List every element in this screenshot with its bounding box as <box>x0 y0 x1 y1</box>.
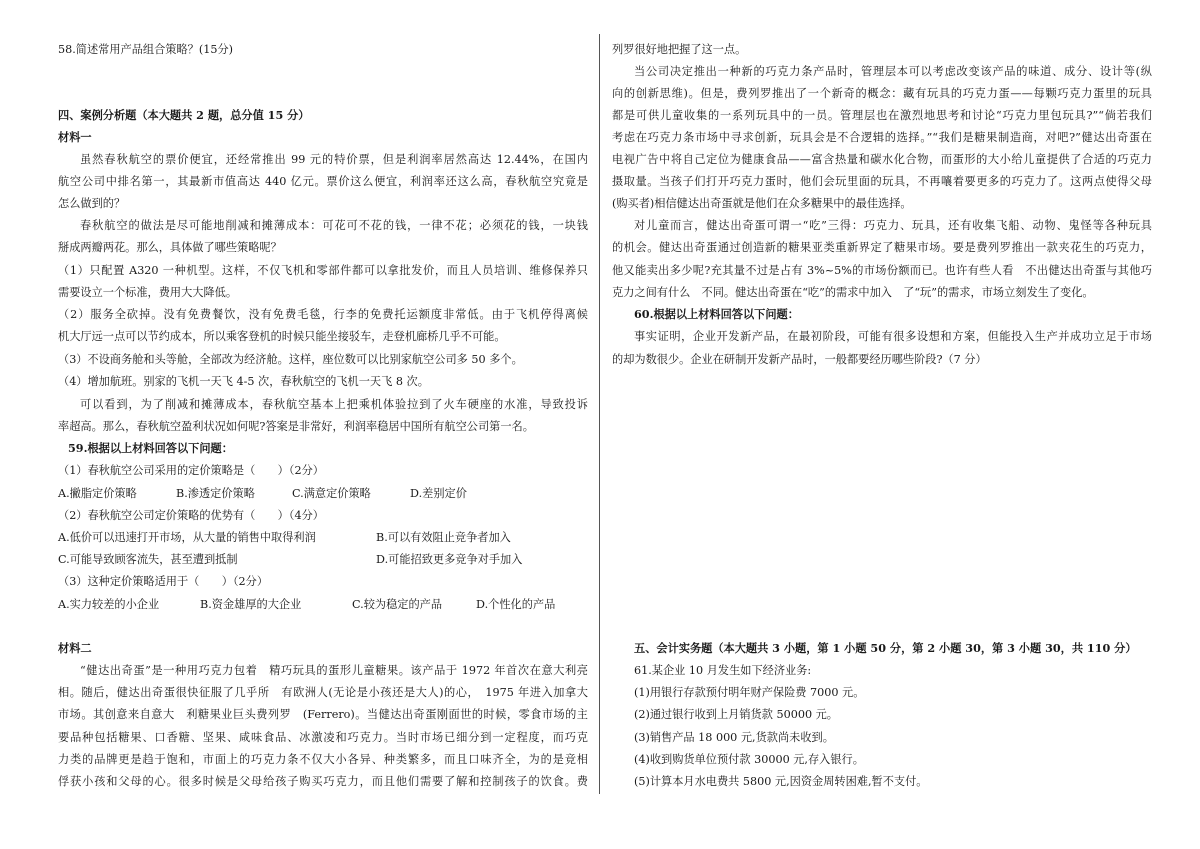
paragraph-line: 率超高。那么，春秋航空盈利状况如何呢?答案是非常好，利润率稳居中国所有航空公司第一名。 <box>58 420 534 433</box>
list-item: (4)收到购货单位预付款 30000 元,存入银行。 <box>634 753 864 766</box>
paragraph-line: 俘获小孩和父母的心。很多时候是父母给孩子购买巧克力，而且他们需要了解和控制孩子的饮食。费 <box>58 775 588 788</box>
list-item: （1）只配置 A320 一种机型。这样，不仅飞机和零部件都可以拿批发价，而且人员培训、维修保养只 <box>58 264 588 277</box>
question-59-2: （2）春秋航空公司定价策略的优势有（ ）（4分） <box>58 509 324 522</box>
list-item: 机大厅远一点可以节约成本，所以乘客登机的时候只能坐接驳车，走登机廊桥几乎不可能。 <box>58 330 506 343</box>
paragraph-line: 当公司决定推出一种新的巧克力条产品时，管理层本可以考虑改变该产品的味道、成分、设计等(纵 <box>634 65 1152 78</box>
question-60-title: 60.根据以上材料回答以下问题： <box>634 307 799 321</box>
paragraph-line: 向的创新思维)。但是，费列罗推出了一个新奇的概念：藏有玩具的巧克力蛋——每颗巧克力蛋里的玩具 <box>612 87 1152 100</box>
option-c: C.可能导致顾客流失，甚至遭到抵制 <box>58 553 238 566</box>
column-divider <box>599 34 600 794</box>
paragraph-line: 掰成两瓣两花。那么，具体做了哪些策略呢？ <box>58 241 282 254</box>
paragraph-line: “健达出奇蛋”是一种用巧克力包着 精巧玩具的蛋形儿童糖果。该产品于 1972 年首次在意大利亮 <box>80 664 588 677</box>
list-item: (5)计算本月水电费共 5800 元,因资金周转困难,暂不支付。 <box>634 775 928 788</box>
option-d: D.可能招致更多竞争对手加入 <box>376 553 523 566</box>
paragraph-line: 春秋航空的做法是尽可能地削减和摊薄成本：可花可不花的钱，一律不花；必须花的钱，一块钱 <box>80 219 588 232</box>
material-1-title: 材料一 <box>58 130 92 144</box>
paragraph-line: 力类的品牌更是趋于饱和，市面上的巧克力条不仅大小各异、种类繁多，而且口味齐全，为的是竞相 <box>58 753 588 766</box>
question-59-1: （1）春秋航空公司采用的定价策略是（ ）（2分） <box>58 464 324 477</box>
option-a: A.低价可以迅速打开市场，从大量的销售中取得利润 <box>58 531 316 544</box>
option-c: C.满意定价策略 <box>292 487 371 500</box>
paragraph-line: 克力之间有什么 不同。健达出奇蛋在“吃”的需求中加入 了“玩”的需求，市场立刻发生了变化。 <box>612 286 1094 299</box>
question-59-3: （3）这种定价策略适用于（ ）（2分） <box>58 575 269 588</box>
section-5-title: 五、会计实务题（本大题共 3 小题，第 1 小题 50 分，第 2 小题 30，第 3 小题 30，共 110 分） <box>634 641 1137 655</box>
section-4-title: 四、案例分析题（本大题共 2 题，总分值 15 分） <box>58 108 310 122</box>
paragraph-line: 相。随后，健达出奇蛋很快征服了几乎所 有欧洲人(无论是小孩还是大人)的心， 1975 年进入加拿大 <box>58 686 588 699</box>
paragraph-line: 市场。其创意来自意大 利糖果业巨头费列罗 (Ferrero)。当健达出奇蛋刚面世的时候，零食市场的主 <box>58 708 588 721</box>
list-item: （4）增加航班。别家的飞机一天飞 4-5 次，春秋航空的飞机一天飞 8 次。 <box>58 375 429 388</box>
list-item: （3）不设商务舱和头等舱，全部改为经济舱。这样，座位数可以比别家航空公司多 50 多个。 <box>58 353 523 366</box>
paragraph-line: 怎么做到的？ <box>58 197 126 210</box>
list-item: (3)销售产品 18 000 元,货款尚未收到。 <box>634 731 834 744</box>
paragraph-line: 航空公司中排名第一，其最新市值高达 440 亿元。票价这么便宜，利润率还这么高，春秋航空究竟是 <box>58 175 588 188</box>
list-item: (2)通过银行收到上月销货款 50000 元。 <box>634 708 838 721</box>
option-a: A.撇脂定价策略 <box>58 487 137 500</box>
option-c: C.较为稳定的产品 <box>352 598 443 611</box>
option-a: A.实力较差的小企业 <box>58 598 160 611</box>
option-b: B.可以有效阻止竞争者加入 <box>376 531 511 544</box>
paragraph-line: 电视广告中将自己定位为健康食品——富含热量和碳水化合物，而蛋形的大小给儿童提供了合适的巧克力 <box>612 153 1152 166</box>
option-b: B.渗透定价策略 <box>176 487 255 500</box>
paragraph-line: (购买者)相信健达出奇蛋就是他们在众多糖果中的最佳选择。 <box>612 197 912 210</box>
material-2-title: 材料二 <box>58 641 92 655</box>
list-item: (1)用银行存款预付明年财产保险费 7000 元。 <box>634 686 865 699</box>
option-d: D.差别定价 <box>410 487 467 500</box>
paragraph-line: 要品种包括糖果、口香糖、坚果、咸味食品、冰激凌和巧克力。当时市场已细分到一定程度，而巧克 <box>58 731 588 744</box>
option-b: B.资金雄厚的大企业 <box>200 598 302 611</box>
question-58: 58.简述常用产品组合策略？(15分) <box>58 43 234 56</box>
paragraph-line: 事实证明，企业开发新产品，在最初阶段，可能有很多设想和方案，但能投入生产并成功立足于市场 <box>634 330 1152 343</box>
paragraph-line: 的机会。健达出奇蛋通过创造新的糖果亚类重新界定了糖果市场。要是费列罗推出一款夹花生的巧克力， <box>612 241 1152 254</box>
option-d: D.个性化的产品 <box>476 598 556 611</box>
question-61-title: 61.某企业 10 月发生如下经济业务: <box>634 664 812 677</box>
paragraph-line: 考虑在巧克力条市场中寻求创新，玩具会是不合逻辑的选择。”“我们是糖果制造商，对吧?”健达出奇蛋在 <box>612 131 1152 144</box>
paragraph-line: 虽然春秋航空的票价便宜，还经常推出 99 元的特价票，但是利润率居然高达 12.44%，在国内 <box>80 153 588 166</box>
paragraph-line: 的却为数很少。企业在研制开发新产品时，一般都要经历哪些阶段?（7 分） <box>612 353 987 366</box>
list-item: （2）服务全砍掉。没有免费餐饮，没有免费毛毯，行李的免费托运额度非常低。由于飞机停得离候 <box>58 308 588 321</box>
paragraph-line: 可以看到，为了削减和摊薄成本，春秋航空基本上把乘机体验拉到了火车硬座的水准，导致投诉 <box>80 398 588 411</box>
paragraph-line: 他又能卖出多少呢?充其量不过是占有 3%~5%的市场份额而已。也许有些人看 不出健达出奇蛋与其他巧 <box>612 264 1152 277</box>
paragraph-line: 列罗很好地把握了这一点。 <box>612 43 747 56</box>
paragraph-line: 摄取量。当孩子们打开巧克力蛋时，他们会玩里面的玩具，不再嚷着要更多的巧克力了。这两点使得父母 <box>612 175 1152 188</box>
question-59-title: 59.根据以上材料回答以下问题： <box>68 441 233 455</box>
paragraph-line: 对儿童而言，健达出奇蛋可谓一“吃”三得：巧克力、玩具，还有收集飞船、动物、鬼怪等各种玩具 <box>634 219 1152 232</box>
paragraph-line: 都是可供儿童收集的一系列玩具中的一员。管理层也在激烈地思考和讨论“巧克力里包玩具?”“倘若我们 <box>612 109 1152 122</box>
list-item: 需要设立一个标准，费用大大降低。 <box>58 286 238 299</box>
